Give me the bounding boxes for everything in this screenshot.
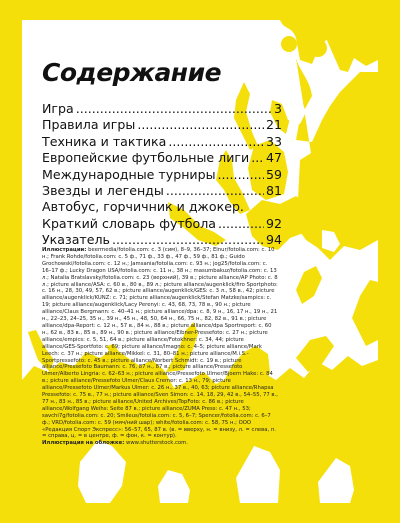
toc-entry-label: Европейские футбольные лиги [42, 150, 250, 166]
cover-credit-value: www.shutterstock.com. [126, 440, 188, 447]
toc-entry-label: Автобус, горчичник и джокер. [42, 199, 244, 215]
toc-heading: Содержание [42, 58, 222, 87]
toc-entry-page: 21 [265, 117, 282, 133]
toc-dot-leader [218, 216, 264, 232]
cover-credit-label: Иллюстрация на обложке: [42, 440, 125, 447]
toc-entry-page: 81 [265, 183, 282, 199]
toc-entry-page: 33 [265, 133, 282, 149]
toc-entry[interactable] [42, 216, 282, 232]
toc-entry-page: 47 [265, 150, 282, 166]
toc-entry-label: Правила игры [42, 117, 136, 133]
credits-heading: Иллюстрации: [42, 247, 87, 253]
cover-credit [42, 440, 278, 447]
toc-entry[interactable] [42, 134, 282, 150]
credits-body: beermedia/fotolia.com: c. 3 (сим), 8–9, 36–37; Elnur/fotolia.com: c. 10 н.; Frank Rohde/fotolia.com: c. 5 ф., 71 ф., 33 ф., 47 ф., 59 ф., 81 ф.; Guido Grochowski/fotolia.com: c. 12 н.; Jamsania/fotolia.com: c. 93 н.; jog25/fotolia.com: c. 16–17 ф.; Lucky Dragon USA/fotolia.com: c. 11 н., 38 н.; masumbakuz/fotolia.com: c. 13 л.; Natalia Bratslavsky/fotolia.com: c. 23 (верхний), 39 в.; picture alliance/AP Photo: c. 8 л.; picture alliance/ASA: c. 60 в., 80 в., 89 л.; picture alliance/augenklick/firo Sportphoto: c. 16 н., 28, 30, 49, 57, 62 в.; picture alliance/augenklick/GES: c. 3 л., 58 в., 42; picture alliance/augenklick/KUNZ: c. 71; picture alliance/augenklick/Stefan Matzke/sampics: c. 19; picture alliance/augenklick/Lacy Perenyi: c. 43, 68, 73, 78 в., 90 н.; picture alliance/Claus Bergmann: c. 40–41 н.; picture alliance/dpa: c. 8, 9 н., 16, 17 н., 19 н., 21 н., 22–23, 24–25, 35 н., 39 н., 45 н., 48, 50, 64 н., 66, 75 н., 82, 82 в., 91 в.; picture alliance/dpa-Report: c. 12 н., 57 в., 84 н., 88 в.; picture alliance/dpa Sportreport: c. 60 н., 62 в., 83 в., 85 в., 89 н., 90 в.; picture alliance/Eibner-Pressefoto: c. 27 н.; picture alliance/empics: c. 5, 51, 64 в.; picture alliance/Fotokhner: c. 34, 44; picture alliance/GES-Sportfoto: c. 69; picture alliance/Imagno: c. 4–5; picture alliance/Mark Leech: c. 37 н.; picture alliance/Mikkel: c. 31, 80–81 н.; picture alliance/M.i.S.-Sportpressefoto: c. 45 в.; picture alliance/Norbert Schmidt: c. 19 в.; picture alliance/Pressefoto Baumann: c. 76, 87 н., 87 в.; picture alliance/Pressefoto Ulmer/Alberto Lingria: c. 62–63 н.; picture alliance/Pressefoto Ulmer/Bjoern Hake: c. 84 в.; picture alliance/Pressefoto Ulmer/Claus Cremer: c. 13 н., 79; picture alliance/Pressefoto Ulmer/Markus Ulmer: c. 26 н., 37 в., 40, 63; picture alliance/Rhapsa Pressefoto: c. 75 в., 77 н.; picture alliance/Sven Simon: c. 14, 18, 29, 42 в., 54–55, 77 в., 77 н., 83 н., 85 в.; picture alliance/United Archives/TopFoto: c. 86 в.; picture alliance/Wolfgang Weihs: Seite 87 в.; picture alliance/ZUMA Press: c. 47 н., 53; savchi7g/fotolia.com: c. 20; Smileus/fotolia.com: c. 5, 6–7; Spencer/fotolia.com: c. 6–7 ф.; VRD/fotolia.com: c. 59 (мяч/ний шар); white/fotolia.com: c. 58, 75 н.; ООО «Редакция Спорт Экспресс»: 56–57, 65, 87 в. (в. = вверху, н. = внизу, л. = слева, п. = справа, ц. = в центре, ф. = фон, к. = контур). [42, 247, 278, 440]
toc-entry-page: 3 [273, 101, 282, 116]
toc-entry-label: Звезды и легенды [42, 183, 164, 199]
toc-entry[interactable] [42, 117, 282, 133]
toc-entry-label: Игра [42, 101, 74, 116]
toc-entry-page: 59 [265, 166, 282, 182]
toc-entry-label: Краткий словарь футбола [42, 215, 217, 231]
credits-paragraph [42, 247, 278, 440]
toc-entry[interactable] [42, 167, 282, 183]
toc-dot-leader [168, 134, 264, 150]
toc-dot-leader [218, 167, 264, 183]
toc-dot-leader [76, 101, 272, 117]
toc-dot-leader [166, 183, 264, 199]
toc-entry-label: Техника и тактика [42, 133, 167, 149]
toc-entry[interactable] [42, 101, 282, 117]
toc-entry-label: Международные турниры [42, 166, 216, 182]
toc-entry[interactable] [42, 150, 282, 166]
toc-entry-page: 94 [265, 232, 282, 248]
toc-entry[interactable] [42, 183, 282, 199]
toc-dot-leader [137, 117, 264, 133]
toc-entry-page: 92 [265, 215, 282, 231]
toc-entry-first-line[interactable] [42, 199, 282, 215]
table-of-contents [42, 58, 282, 249]
toc-entry-label: Указатель [42, 232, 110, 248]
illustration-credits [42, 247, 278, 447]
toc-dot-leader [251, 150, 264, 166]
